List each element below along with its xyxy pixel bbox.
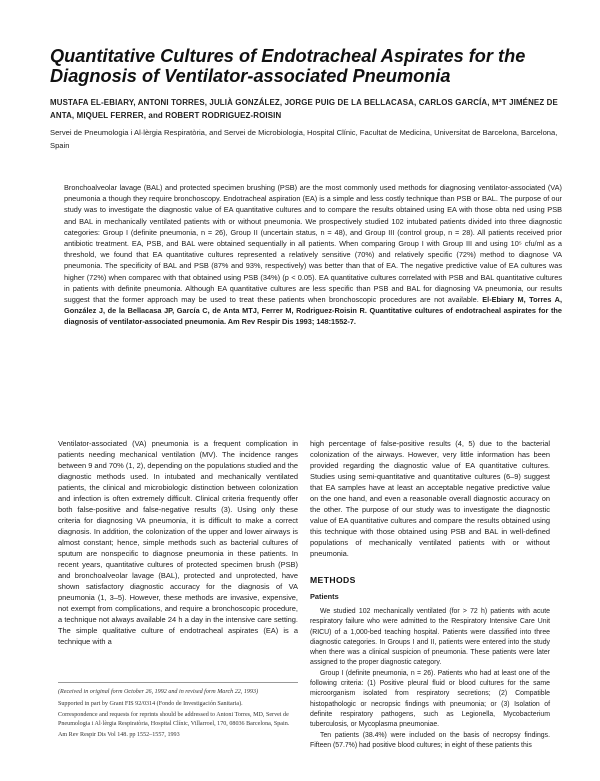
abstract [64,182,562,328]
group1-continued: Ten patients (38.4%) were included on the basis of necropsy findings. Fifteen (57.7%) had positive blood cultures; in eight of these patients this [310,731,550,749]
right-column [310,438,550,751]
introduction-paragraph: Ventilator-associated (VA) pneumonia is a frequent complication in patients needing mechanical ventilation (MV). The incidence ranges between 9 and 70% (1, 2), depending on the populations studied and the diagnostic methods used. In intubated and mechanically ventilated patients, the clinical and microbiologic distinction between colonization and infection is often extremely difficult. Clinical criteria frequently offer both false-positive and false-negative results (3). Using only these criteria for diagnosing VA pneumonia, it is difficult to make a correct diagnosis. In addition, the colonization of the upper and lower airways is almost constant; hence, simple methods such as bacterial cultures of sputum are nonspecific to diagnose pneumonia in these patients. In recent years, quantitative cultures of protected specimen brush (PSB) and bronchoalveolar lavage (BAL), protected and unprotected, have shown satisfactory diagnostic accuracy for the diagnosis of VA pneumonia (1, 3–5). However, these methods are invasive, expensive, not exempt from complications, and require a bronchoscopic procedure, a technique not always available 24 h a day in the intensive care setting. The simple qualitative culture of endotracheal aspirates (EA) is a technique with a [58,439,298,646]
paper-title: Quantitative Cultures of Endotracheal Aspirates for the Diagnosis of Ventilator-associated Pneumonia [50,46,526,86]
abstract-citation: El-Ebiary M, Torres A, González J, de la Bellacasa JP, García C, de Anta MTJ, Ferrer M, Rodriguez-Roisin R. Quantitative cultures of endotracheal aspirates for the diagnosis of ventilator-associated pneumonia. Am Rev Respir Dis 1993; 148:1552-7. [64,295,562,327]
correspondence-note: Correspondence and requests for reprints should be addressed to Antoni Torres, MD, Servei de Pneumologia i Al·lèrgia Respiratòria, Hospital Clínic, Villarroel, 170, 08036 Barcelona, Spain. [58,712,290,727]
affiliation: Servei de Pneumologia i Al·lèrgia Respiratòria, and Servei de Microbiologia, Hospital Clínic, Facultat de Medicina, Universitat de Barcelona, Barcelona, Spain [50,128,558,150]
received-note: (Received in original form October 26, 1992 and in revised form March 22, 1993) [58,689,259,695]
group1-paragraph: Group I (definite pneumonia, n = 26). Patients who had at least one of the following criteria: (1) Positive pleural fluid or blood cultures for the same microorganism isolated from respiratory secretions; (2) Compatible histopathologic or necropsic findings with pneumonia; or (3) Isolation of definite respiratory pathogens, such as Legionella, Mycobacterium tuberculosis, or Mycoplasma pneumoniae. [310,669,550,729]
abstract-body: Bronchoalveolar lavage (BAL) and protected specimen brushing (PSB) are the most commonly used methods for diagnosing ventilator-associated (VA) pneumonia a though they require bronchoscopy. Endotracheal aspiration (EA) is a simple and less costly technique than PSB or BAL. The purpose of our study was to investigate the diagnostic value of EA quantitative cultures and to compare the results obtained using EA with those obta ned using PSB and BAL in mechanically ventilated patients with or without pneumonia. We prospectively studied 102 intubated patients divided into three diagnostic categories: Group I (definite pneumonia, n = 26), Group II (uncertain status, n = 48), and Group III (control group, n = 28). All patients received prior antibiotic treatment. EA, PSB, and BAL were obtained sequentially in all patients. When comparing Group I with Group III and using 10⁵ cfu/ml as a threshold, we found that EA quantitative cultures represented a relatively sensitive (70%) and relatively specific (72%) method to diagnose VA pneumonia. The specificity of BAL and PSB (87% and 93%, respectively) was better than that of EA. The negative predictive value of EA cultures was higher (72%) when comparec with that obtained using PSB (34%) (p < 0.05). EA quantitative cultures correlated with PSB and BAL quantitative cultures in patients with definite pneumonia. Although EA quantitative cultures are less specific than PSB and BAL for diagnosing VA pneumonia, our results suggest that the former approach may be used to treat these patients when bronchoscopic procedures are not available. [64,183,562,305]
patients-paragraph: We studied 102 mechanically ventilated (for > 72 h) patients with acute respiratory failure who were admitted to the Respiratory Intensive Care Unit (RICU) of a 1,000-bed teaching hospital. Patients were classified into three diagnostic categories. In Groups I and II, patients were entered into the study when there was a clinical suspicion of pneumonia. These patients were later assigned to the proper diagnostic category. [310,608,550,667]
footnote [58,682,298,743]
support-note: Supported in part by Grant FIS 92/0314 (Fondo de Investigación Sanitaria). [58,700,243,707]
left-column [58,438,298,647]
patients-subheading: Patients [310,592,339,601]
author-list: MUSTAFA EL-EBIARY, ANTONI TORRES, JULIÀ GONZÁLEZ, JORGE PUIG DE LA BELLACASA, CARLOS GARCÍA, MªT JIMÉNEZ DE ANTA, MIQUEL FERRER, and ROBERT RODRIGUEZ-ROISIN [50,98,558,120]
journal-reference: Am Rev Respir Dis Vol 148. pp 1552–1557, 1993 [58,732,180,739]
introduction-continued: high percentage of false-positive results (4, 5) due to the bacterial colonization of the airways. However, very little information has been provided regarding the diagnostic value of EA quantitative cultures. Studies using semi-quantitative and quantitative cultures (6–9) suggest that EA samples have at least an acceptable negative predictive value on the one hand, and even a reasonable overall diagnostic accuracy on the other. The purpose of our study was to investigate the diagnostic value of EA quantitative cultures and compare the results obtained using this technique with those obtained using PSB and BAL in well-defined populations of mechanically ventilated patients with or without pneumonia. [310,439,550,558]
methods-heading: METHODS [310,575,356,585]
